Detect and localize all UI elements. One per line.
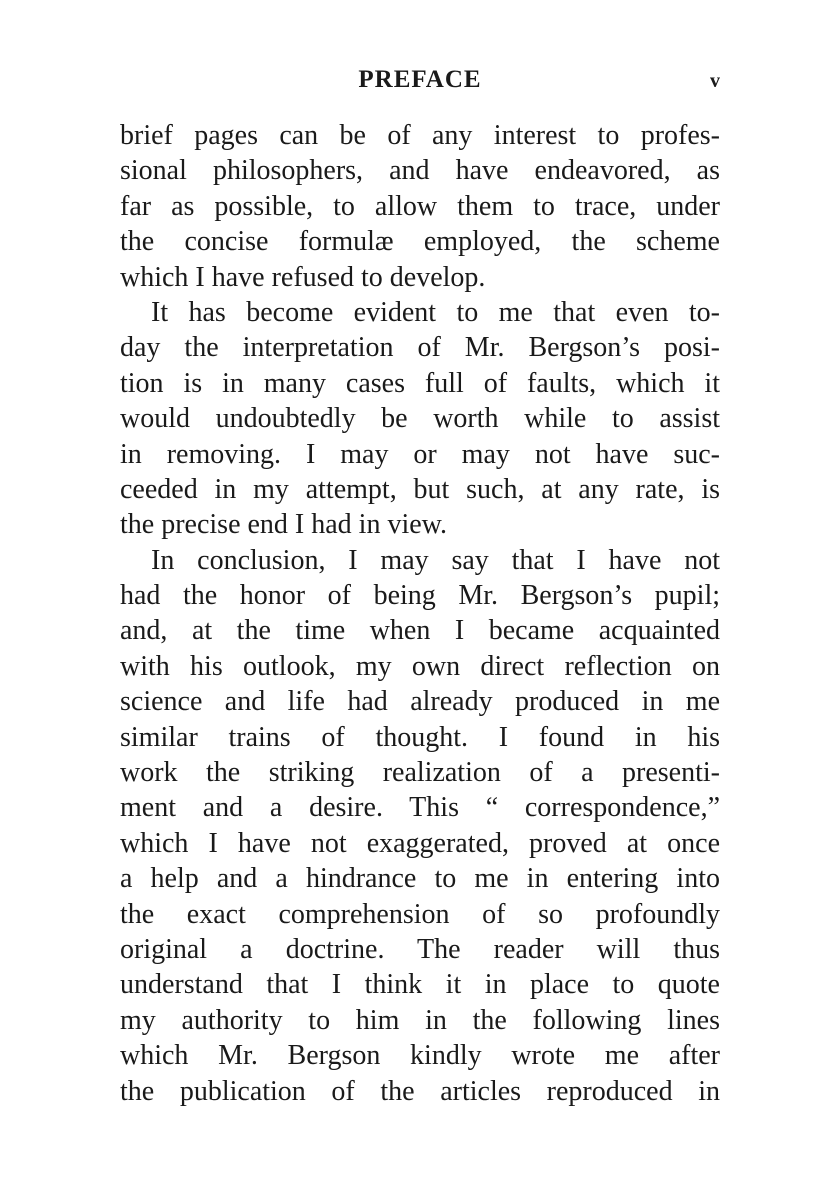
text-line: a help and a hindrance to me in entering into	[120, 863, 720, 895]
text-line: ment and a desire. This “ correspondence,”	[120, 792, 720, 824]
running-title: PREFACE	[358, 66, 482, 93]
text-line: the exact comprehension of so profoundly	[120, 898, 720, 930]
text-line: which I have refused to develop.	[120, 261, 486, 293]
text-line: understand that I think it in place to quote	[120, 969, 720, 1001]
text-line: brief pages can be of any interest to profes-	[120, 120, 720, 151]
text-line: It has become evident to me that even to-	[151, 296, 720, 328]
text-line: far as possible, to allow them to trace, under	[120, 190, 720, 222]
text-line: original a doctrine. The reader will thus	[120, 933, 720, 965]
text-line: tion is in many cases full of faults, which it	[120, 367, 720, 399]
text-line: the precise end I had in view.	[120, 509, 448, 541]
text-line: the concise formulæ employed, the scheme	[120, 226, 720, 258]
text-line: would undoubtedly be worth while to assist	[120, 403, 720, 435]
text-line: In conclusion, I may say that I have not	[151, 544, 720, 576]
text-line: which Mr. Bergson kindly wrote me after	[120, 1040, 720, 1072]
text-line: the publication of the articles reproduced in	[120, 1075, 720, 1107]
text-line: similar trains of thought. I found in his	[120, 721, 720, 753]
text-line: ceeded in my attempt, but such, at any rate, is	[120, 473, 720, 505]
text-line: work the striking realization of a presenti-	[120, 757, 720, 789]
text-line: had the honor of being Mr. Bergson’s pupil;	[120, 580, 720, 612]
text-line: science and life had already produced in me	[120, 686, 720, 718]
body-text	[120, 118, 720, 1109]
text-line: and, at the time when I became acquainted	[120, 615, 720, 647]
text-line: with his outlook, my own direct reflection on	[120, 650, 720, 682]
text-line: day the interpretation of Mr. Bergson’s posi-	[120, 332, 720, 364]
text-line: sional philosophers, and have endeavored, as	[120, 155, 720, 187]
text-line: my authority to him in the following lines	[120, 1004, 720, 1036]
page-number: v	[710, 70, 720, 92]
running-head	[120, 66, 720, 98]
text-line: in removing. I may or may not have suc-	[120, 438, 720, 470]
text-line: which I have not exaggerated, proved at once	[120, 827, 720, 859]
